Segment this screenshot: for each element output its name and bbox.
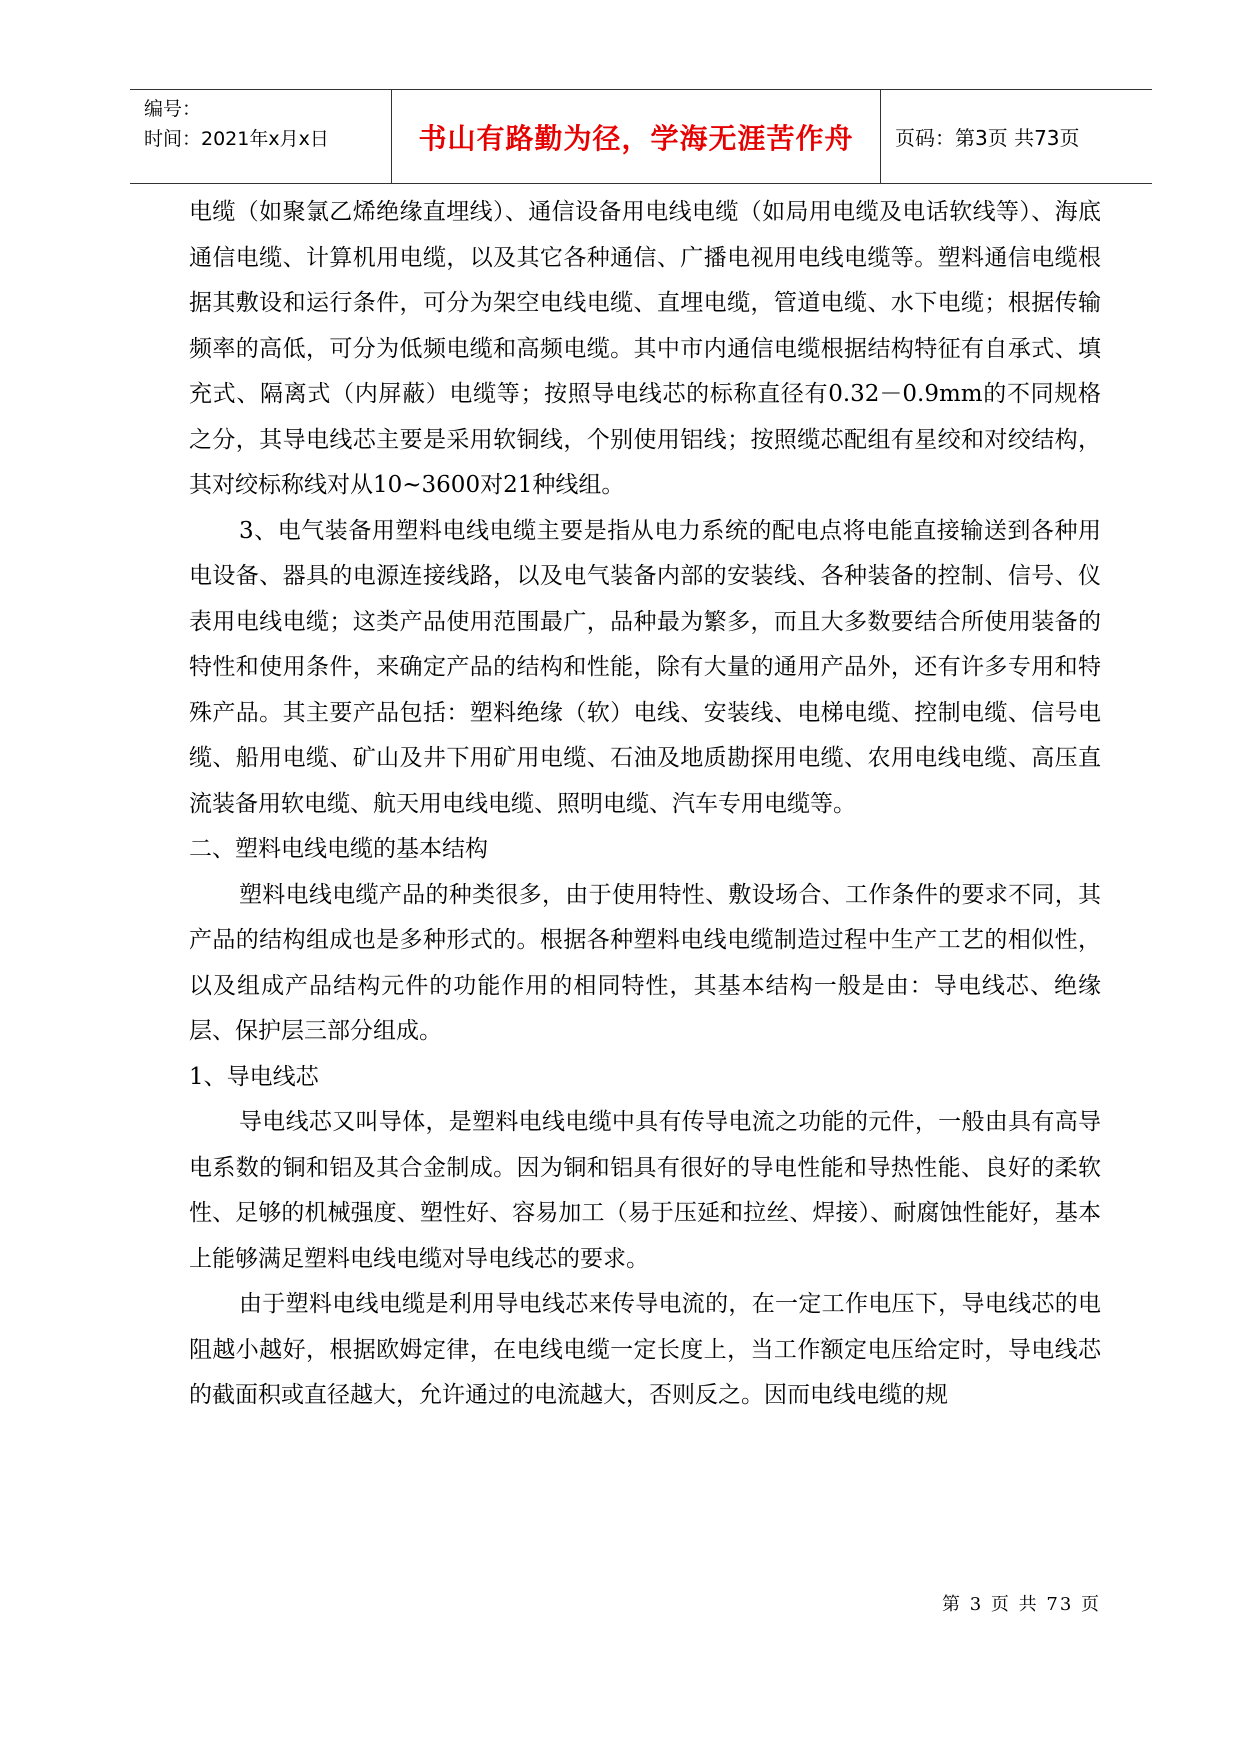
- paragraph-4: 导电线芯又叫导体，是塑料电线电缆中具有传导电流之功能的元件，一般由具有高导电系数的铜和铝及其合金制成。因为铜和铝具有很好的导电性能和导热性能、良好的柔软性、足够的机械强度、塑性好、容易加工（易于压延和拉丝、焊接）、耐腐蚀性能好，基本上能够满足塑料电线电缆对导电线芯的要求。: [189, 1109, 1101, 1272]
- document-body: [189, 190, 1101, 1419]
- page-footer: 第 3 页 共 73 页: [942, 1594, 1101, 1615]
- section-heading: 二、塑料电线电缆的基本结构: [189, 836, 488, 862]
- paragraph-3: 塑料电线电缆产品的种类很多，由于使用特性、敷设场合、工作条件的要求不同，其产品的结构组成也是多种形式的。根据各种塑料电线电缆制造过程中生产工艺的相似性，以及组成产品结构元件的功能作用的相同特性，其基本结构一般是由：导电线芯、绝缘层、保护层三部分组成。: [189, 881, 1101, 1044]
- page-header: [130, 89, 1152, 184]
- time-label: 时间：2021年x月x日: [144, 128, 329, 150]
- header-page-info: 页码：第3页 共73页: [895, 126, 1080, 150]
- paragraph-1: 电缆（如聚氯乙烯绝缘直埋线）、通信设备用电线电缆（如局用电缆及电话软线等）、海底通信电缆、计算机用电缆，以及其它各种通信、广播电视用电线电缆等。塑料通信电缆根据其敷设和运行条件，可分为架空电线电缆、直埋电缆，管道电缆、水下电缆；根据传输频率的高低，可分为低频电缆和高频电缆。其中市内通信电缆根据结构特征有自承式、填充式、隔离式（内屏蔽）电缆等；按照导电线芯的标称直径有0.32－0.9mm的不同规格之分，其导电线芯主要是采用软铜线，个别使用铝线；按照缆芯配组有星绞和对绞结构，其对绞标称线对从10~3600对21种线组。: [189, 199, 1101, 498]
- paragraph-2: 3、电气装备用塑料电线电缆主要是指从电力系统的配电点将电能直接输送到各种用电设备、器具的电源连接线路，以及电气装备内部的安装线、各种装备的控制、信号、仪表用电线电缆；这类产品使用范围最广，品种最为繁多，而且大多数要结合所使用装备的特性和使用条件，来确定产品的结构和性能，除有大量的通用产品外，还有许多专用和特殊产品。其主要产品包括：塑料绝缘（软）电线、安装线、电梯电缆、控制电缆、信号电缆、船用电缆、矿山及井下用矿用电缆、石油及地质勘探用电缆、农用电线电缆、高压直流装备用软电缆、航天用电线电缆、照明电缆、汽车专用电缆等。: [189, 517, 1101, 817]
- number-label: 编号：: [144, 98, 202, 120]
- subsection-heading: 1、导电线芯: [189, 1063, 319, 1090]
- header-motto: 书山有路勤为径，学海无涯苦作舟: [392, 90, 881, 183]
- paragraph-5: 由于塑料电线电缆是利用导电线芯来传导电流的，在一定工作电压下，导电线芯的电阻越小越好，根据欧姆定律，在电线电缆一定长度上，当工作额定电压给定时，导电线芯的截面积或直径越大，允许通过的电流越大，否则反之。因而电线电缆的规: [189, 1291, 1101, 1408]
- header-meta: [130, 90, 392, 183]
